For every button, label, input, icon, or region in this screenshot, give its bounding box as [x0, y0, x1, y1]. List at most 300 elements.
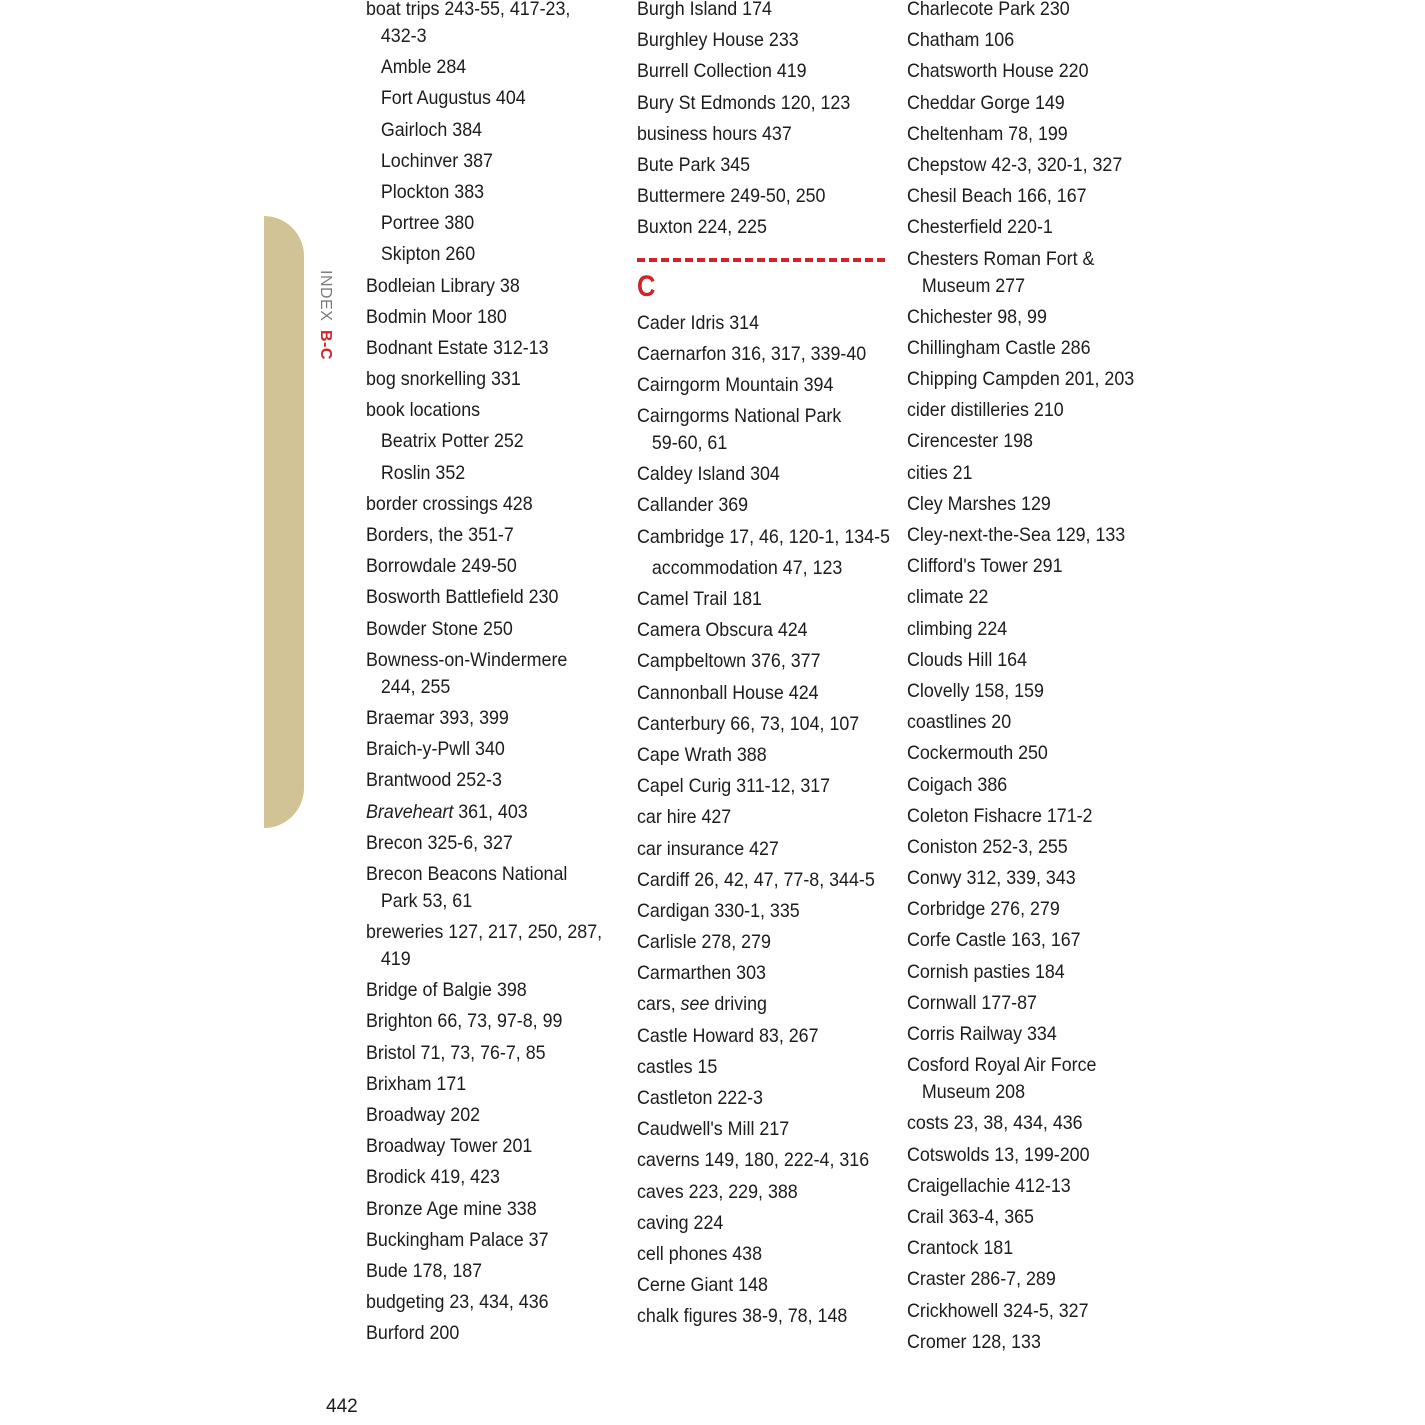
index-entry — [907, 304, 1158, 335]
index-entry-text — [907, 58, 1158, 85]
index-entry — [907, 428, 1158, 459]
index-entry-label: Bowder Stone 250 — [366, 618, 513, 640]
index-entry-text — [907, 460, 1158, 487]
index-entry-continuation: 244, 255 — [380, 676, 451, 698]
index-entry — [366, 1258, 612, 1289]
index-entry-label: climate 22 — [907, 587, 989, 609]
index-entry-text — [637, 1210, 883, 1237]
index-entry — [637, 1023, 883, 1054]
index-entry-label: Chesterfield 220-1 — [907, 217, 1053, 239]
index-entry-label: Conwy 312, 339, 343 — [907, 868, 1076, 890]
index-entry — [907, 90, 1158, 121]
index-entry — [907, 121, 1158, 152]
index-entry-label: breweries 127, 217, 250, 287, — [366, 922, 603, 944]
index-entry-text — [366, 977, 612, 1004]
index-entry-label: Cambridge 17, 46, 120-1, 134-5 — [637, 526, 890, 548]
index-entry-label: book locations — [366, 400, 481, 422]
index-entry-label: Canterbury 66, 73, 104, 107 — [637, 713, 860, 735]
index-entry-text — [637, 183, 883, 210]
index-entry-text — [907, 1235, 1158, 1262]
index-entry — [637, 1085, 883, 1116]
index-entry-label: Caldey Island 304 — [637, 464, 780, 486]
index-entry-text — [637, 1241, 883, 1268]
index-entry-text — [907, 834, 1158, 861]
index-entry-text — [366, 919, 612, 946]
index-entry — [907, 1173, 1158, 1204]
index-entry-text — [907, 152, 1158, 179]
index-entry — [637, 773, 883, 804]
index-entry-text — [907, 553, 1158, 580]
index-entry-text — [366, 616, 612, 643]
index-entry — [366, 767, 612, 798]
index-entry — [637, 121, 883, 152]
index-entry — [366, 553, 612, 584]
index-entry-text — [907, 491, 1158, 518]
index-entry-label: boat trips 243-55, 417-23, — [366, 0, 571, 20]
index-entry-text — [637, 0, 883, 23]
index-entry-text — [366, 1164, 612, 1191]
index-entry-label: Cannonball House 424 — [637, 682, 819, 704]
index-entry-text — [907, 366, 1158, 393]
index-entry — [637, 214, 883, 245]
index-entry-text — [907, 896, 1158, 923]
index-entry-text — [637, 773, 883, 800]
index-entry-text — [366, 705, 612, 732]
index-entry-text — [366, 1227, 612, 1254]
index-entry — [366, 1289, 612, 1320]
index-entry-label: Chatham 106 — [907, 30, 1015, 52]
index-entry-label: Burgh Island 174 — [637, 0, 772, 20]
index-entry-continuation: Park 53, 61 — [380, 890, 473, 912]
index-entry — [637, 617, 883, 648]
index-entry-label: Cornwall 177-87 — [907, 992, 1037, 1014]
index-entry-text — [637, 617, 883, 644]
index-entry-label: Chesters Roman Fort & — [907, 248, 1095, 270]
index-entry-text — [366, 736, 612, 763]
index-entry — [907, 772, 1158, 803]
index-entry-label: Coigach 386 — [907, 774, 1008, 796]
index-entry-text — [637, 991, 883, 1018]
index-entry — [637, 804, 883, 835]
index-entry-label: Castleton 222-3 — [637, 1088, 763, 1109]
index-entry-text — [907, 522, 1158, 549]
index-entry-text — [637, 372, 883, 399]
index-entry-label: Broadway 202 — [366, 1105, 481, 1126]
index-entry-label: Castle Howard 83, 267 — [637, 1025, 819, 1047]
index-entry-text — [907, 584, 1158, 611]
index-entry — [637, 524, 890, 555]
index-entry-text — [366, 522, 612, 549]
index-entry-label: Bosworth Battlefield 230 — [366, 587, 559, 609]
index-entry — [907, 1266, 1158, 1297]
index-entry-text — [907, 678, 1158, 705]
index-entry-text — [637, 1085, 883, 1112]
index-entry-text — [637, 1116, 883, 1143]
index-entry — [907, 58, 1158, 89]
index-entry — [907, 1052, 1158, 1110]
index-entry-label: Coniston 252-3, 255 — [907, 836, 1068, 858]
page-number: 442 — [326, 1396, 358, 1417]
index-subentry — [366, 179, 612, 210]
index-entry-text — [366, 553, 612, 580]
index-entry — [907, 214, 1158, 245]
index-entry-continuation: Museum 208 — [921, 1082, 1026, 1104]
index-entry-text — [637, 711, 883, 738]
index-entry — [366, 366, 612, 397]
index-entry-label: Bodleian Library 38 — [366, 275, 520, 297]
index-entry-label: budgeting 23, 434, 436 — [366, 1292, 549, 1314]
index-entry — [637, 929, 883, 960]
index-entry-text — [907, 121, 1158, 148]
index-entry-label: Brixham 171 — [366, 1073, 467, 1095]
index-entry — [907, 803, 1158, 834]
index-entry — [366, 1133, 612, 1164]
index-tab-section: B-C — [317, 330, 334, 361]
index-entry-label: Clouds Hill 164 — [907, 649, 1028, 671]
index-entry — [366, 1071, 612, 1102]
index-entry — [366, 1196, 612, 1227]
index-entry — [637, 461, 883, 492]
index-entry-text — [366, 584, 612, 611]
index-entry-text — [637, 804, 883, 831]
index-entry-label: Brantwood 252-3 — [366, 770, 502, 792]
index-entry-text — [381, 85, 613, 112]
index-entry-label: Craigellachie 412-13 — [907, 1175, 1071, 1197]
index-entry — [637, 867, 883, 898]
index-entry-text — [637, 586, 883, 613]
index-entry — [637, 152, 883, 183]
index-entry-text — [366, 799, 612, 826]
index-subentry — [366, 428, 612, 459]
index-entry-label: Cairngorms National Park — [637, 406, 842, 428]
index-entry — [366, 736, 612, 767]
index-entry — [366, 0, 612, 54]
index-entry — [907, 1204, 1158, 1235]
index-entry-text — [366, 1258, 612, 1285]
index-entry-label: Cape Wrath 388 — [637, 744, 767, 766]
index-entry-label: Crantock 181 — [907, 1238, 1014, 1260]
index-entry — [637, 341, 883, 372]
index-entry-text — [637, 27, 883, 54]
index-entry — [907, 865, 1158, 896]
index-entry — [907, 397, 1158, 428]
index-entry-text — [907, 1173, 1158, 1200]
index-entry-text — [907, 1204, 1158, 1231]
index-entry — [637, 1272, 883, 1303]
index-entry-text — [907, 616, 1158, 643]
index-entry-label: coastlines 20 — [907, 712, 1012, 734]
index-entry-text — [366, 335, 612, 362]
index-entry-label: Lochinver 387 — [380, 150, 493, 172]
index-entry — [907, 1110, 1158, 1141]
index-entry — [637, 372, 883, 403]
index-entry-continuation: 59-60, 61 — [651, 433, 728, 455]
index-entry-text — [637, 960, 883, 987]
index-entry-text — [907, 990, 1158, 1017]
index-entry-continuation: 419 — [380, 949, 411, 971]
index-tab-title: INDEX — [317, 270, 334, 322]
index-entry-label: Carmarthen 303 — [637, 963, 766, 985]
index-entry-text — [366, 767, 612, 794]
index-entry-label: Bury St Edmonds 120, 123 — [637, 92, 851, 114]
index-entry-label: Burghley House 233 — [637, 30, 799, 52]
index-entry-text — [907, 647, 1158, 674]
index-entry — [907, 491, 1158, 522]
index-entry — [637, 836, 883, 867]
index-entry-label: Fort Augustus 404 — [380, 88, 526, 110]
index-entry-text — [366, 1040, 612, 1067]
index-entry-text — [637, 1179, 883, 1206]
index-entry-label: Borrowdale 249-50 — [366, 556, 517, 578]
index-entry — [637, 680, 883, 711]
index-entry-italic-title: Braveheart — [366, 801, 454, 823]
index-entry-text — [637, 214, 883, 241]
index-entry — [637, 27, 883, 58]
index-entry — [637, 183, 883, 214]
index-entry-text — [907, 865, 1158, 892]
index-entry — [907, 522, 1158, 553]
index-entry-text — [907, 27, 1158, 54]
index-entry-label: chalk figures 38-9, 78, 148 — [637, 1306, 848, 1328]
section-divider — [637, 258, 885, 262]
index-entry-text — [366, 0, 612, 23]
index-entry-label: caves 223, 229, 388 — [637, 1181, 798, 1203]
index-entry — [366, 977, 612, 1008]
index-entry-label: Cornish pasties 184 — [907, 961, 1065, 983]
index-entry — [637, 1303, 883, 1334]
index-entry-text — [907, 214, 1158, 241]
index-entry — [907, 246, 1158, 304]
index-entry — [366, 919, 612, 977]
index-entry-text — [907, 1110, 1158, 1137]
index-entry-text — [637, 403, 883, 430]
index-entry — [637, 991, 883, 1022]
index-entry — [366, 1320, 612, 1351]
index-entry — [366, 1227, 612, 1258]
index-entry — [637, 1210, 883, 1241]
index-entry — [366, 1102, 612, 1133]
index-entry-text — [637, 152, 883, 179]
index-entry-text — [366, 1008, 612, 1035]
index-entry-label: car insurance 427 — [637, 838, 779, 860]
index-entry — [637, 1147, 883, 1178]
index-entry-label: Caernarfon 316, 317, 339-40 — [637, 343, 867, 365]
section-letter-heading: C — [637, 269, 656, 303]
index-entry-text — [366, 861, 612, 888]
index-entry-label: Cheddar Gorge 149 — [907, 92, 1065, 114]
index-entry-label: Buxton 224, 225 — [637, 217, 767, 239]
index-entry-label: Chillingham Castle 286 — [907, 337, 1091, 359]
index-column-2-c-entries — [637, 310, 902, 1335]
index-entry-text — [637, 929, 883, 956]
index-entry — [637, 310, 883, 341]
index-subentry — [366, 241, 612, 272]
index-entry-text — [652, 555, 884, 582]
index-entry-text — [366, 1289, 612, 1316]
index-entry-text — [907, 1052, 1158, 1079]
index-entry-label: Clovelly 158, 159 — [907, 680, 1044, 702]
index-entry-text — [637, 836, 883, 863]
index-entry — [366, 522, 612, 553]
index-entry-text — [381, 428, 613, 455]
index-entry — [637, 742, 883, 773]
index-entry-label: Corbridge 276, 279 — [907, 899, 1060, 921]
index-entry-text — [366, 1196, 612, 1223]
index-entry-text — [907, 0, 1158, 23]
index-subentry — [366, 117, 612, 148]
index-entry-label: Braich-y-Pwll 340 — [366, 739, 505, 761]
index-entry — [907, 1021, 1158, 1052]
index-entry — [366, 491, 612, 522]
index-entry — [637, 90, 883, 121]
index-entry-label: costs 23, 38, 434, 436 — [907, 1113, 1083, 1135]
index-entry — [907, 27, 1158, 58]
index-entry-label: Burrell Collection 419 — [637, 61, 807, 83]
index-entry — [907, 584, 1158, 615]
index-entry-label: Borders, the 351-7 — [366, 525, 514, 546]
index-entry-label: Plockton 383 — [380, 181, 485, 203]
index-entry-label: Braemar 393, 399 — [366, 707, 509, 729]
index-entry-text — [907, 397, 1158, 424]
index-entry — [366, 799, 612, 830]
index-entry-label: Corris Railway 334 — [907, 1024, 1057, 1045]
index-entry — [637, 58, 883, 89]
index-side-tab — [264, 216, 304, 828]
index-entry — [637, 1179, 883, 1210]
index-entry-text — [907, 428, 1158, 455]
index-entry-label: Burford 200 — [366, 1323, 460, 1345]
index-entry — [907, 366, 1158, 397]
index-entry-text — [907, 803, 1158, 830]
index-entry-label: Coleton Fishacre 171-2 — [907, 805, 1093, 827]
index-entry — [907, 152, 1158, 183]
index-entry-label: Bridge of Balgie 398 — [366, 980, 527, 1002]
index-entry-text — [907, 959, 1158, 986]
index-entry-text — [366, 1320, 612, 1347]
index-entry-label: bog snorkelling 331 — [366, 369, 521, 391]
index-entry — [637, 403, 883, 461]
index-entry-label: Cosford Royal Air Force — [907, 1055, 1097, 1077]
index-entry-text — [366, 304, 612, 331]
index-entry-label: 361, 403 — [453, 801, 528, 823]
index-entry-label: Camel Trail 181 — [637, 589, 762, 610]
index-entry-text — [637, 1023, 883, 1050]
index-entry-text — [907, 927, 1158, 954]
index-entry — [907, 678, 1158, 709]
index-entry — [907, 709, 1158, 740]
index-entry — [637, 898, 883, 929]
index-entry-text — [637, 648, 883, 675]
index-entry-continuation: 432-3 — [380, 26, 427, 47]
index-entry-label: Cley-next-the-Sea 129, 133 — [907, 525, 1126, 546]
index-entry-label: Brecon 325-6, 327 — [366, 832, 513, 854]
index-entry-label: accommodation 47, 123 — [651, 557, 843, 579]
index-entry — [907, 647, 1158, 678]
index-entry-label: Chepstow 42-3, 320-1, 327 — [907, 154, 1123, 176]
index-entry — [907, 896, 1158, 927]
index-entry-label: Cotswolds 13, 199-200 — [907, 1144, 1090, 1166]
index-entry-text — [637, 742, 883, 769]
index-entry — [637, 960, 883, 991]
index-entry-text — [907, 304, 1158, 331]
index-entry-label: Crickhowell 324-5, 327 — [907, 1300, 1089, 1322]
index-entry-label: Skipton 260 — [380, 244, 476, 266]
index-entry — [907, 1235, 1158, 1266]
index-entry-label: Buttermere 249-50, 250 — [637, 186, 826, 208]
index-entry-label: Bowness-on-Windermere — [366, 649, 568, 671]
index-entry-see-reference: see — [680, 994, 710, 1016]
index-entry-text — [381, 210, 613, 237]
index-entry-text — [907, 740, 1158, 767]
index-entry — [907, 990, 1158, 1021]
index-entry-text — [637, 58, 883, 85]
index-entry-label: Campbeltown 376, 377 — [637, 651, 821, 673]
index-entry-label: Brodick 419, 423 — [366, 1167, 500, 1189]
index-entry — [637, 711, 883, 742]
index-entry-label: Cockermouth 250 — [907, 743, 1048, 765]
index-entry-label: business hours 437 — [637, 123, 792, 145]
index-entry-label: Capel Curig 311-12, 317 — [637, 776, 831, 798]
index-entry-text — [907, 1142, 1158, 1169]
index-entry-label: Craster 286-7, 289 — [907, 1269, 1056, 1291]
index-entry — [366, 830, 612, 861]
index-entry-label: cider distilleries 210 — [907, 400, 1064, 422]
index-entry — [366, 616, 612, 647]
index-entry — [637, 1054, 883, 1085]
index-entry-text — [637, 1054, 883, 1081]
index-entry-text — [366, 273, 612, 300]
index-entry-text — [366, 1071, 612, 1098]
index-entry-text — [637, 341, 883, 368]
index-entry-label: Bronze Age mine 338 — [366, 1198, 537, 1220]
index-entry — [366, 1040, 612, 1071]
index-entry — [366, 861, 612, 919]
index-entry-text — [907, 1021, 1158, 1048]
index-entry-label: Caudwell's Mill 217 — [637, 1119, 790, 1141]
index-entry-label: Cromer 128, 133 — [907, 1331, 1041, 1353]
index-entry-text — [366, 366, 612, 393]
index-entry-text — [637, 461, 883, 488]
index-entry — [907, 0, 1158, 27]
index-entry-text — [907, 1298, 1158, 1325]
index-entry — [907, 335, 1158, 366]
index-entry-text — [907, 772, 1158, 799]
index-entry-label: Charlecote Park 230 — [907, 0, 1070, 20]
index-column-3 — [907, 0, 1177, 1360]
index-subentry — [366, 148, 612, 179]
index-subentry — [366, 54, 612, 85]
index-entry-label: Gairloch 384 — [380, 119, 483, 141]
index-entry-label: cars, — [637, 994, 681, 1016]
index-entry-text — [637, 898, 883, 925]
index-entry-label: cell phones 438 — [637, 1243, 763, 1265]
index-entry — [907, 927, 1158, 958]
index-entry-label: Chatsworth House 220 — [907, 61, 1089, 83]
index-entry-label: Beatrix Potter 252 — [380, 431, 524, 453]
index-entry-text — [637, 310, 883, 337]
index-subentry — [366, 460, 612, 491]
index-entry — [366, 273, 612, 304]
index-entry-text — [637, 1147, 883, 1174]
index-entry — [907, 740, 1158, 771]
index-entry-label: Cheltenham 78, 199 — [907, 123, 1068, 145]
index-entry-label: Callander 369 — [637, 495, 749, 517]
index-entry — [907, 959, 1158, 990]
index-entry — [637, 1116, 883, 1147]
index-entry-text — [637, 121, 883, 148]
index-entry — [907, 1142, 1158, 1173]
index-entry-label: Chichester 98, 99 — [907, 306, 1047, 328]
